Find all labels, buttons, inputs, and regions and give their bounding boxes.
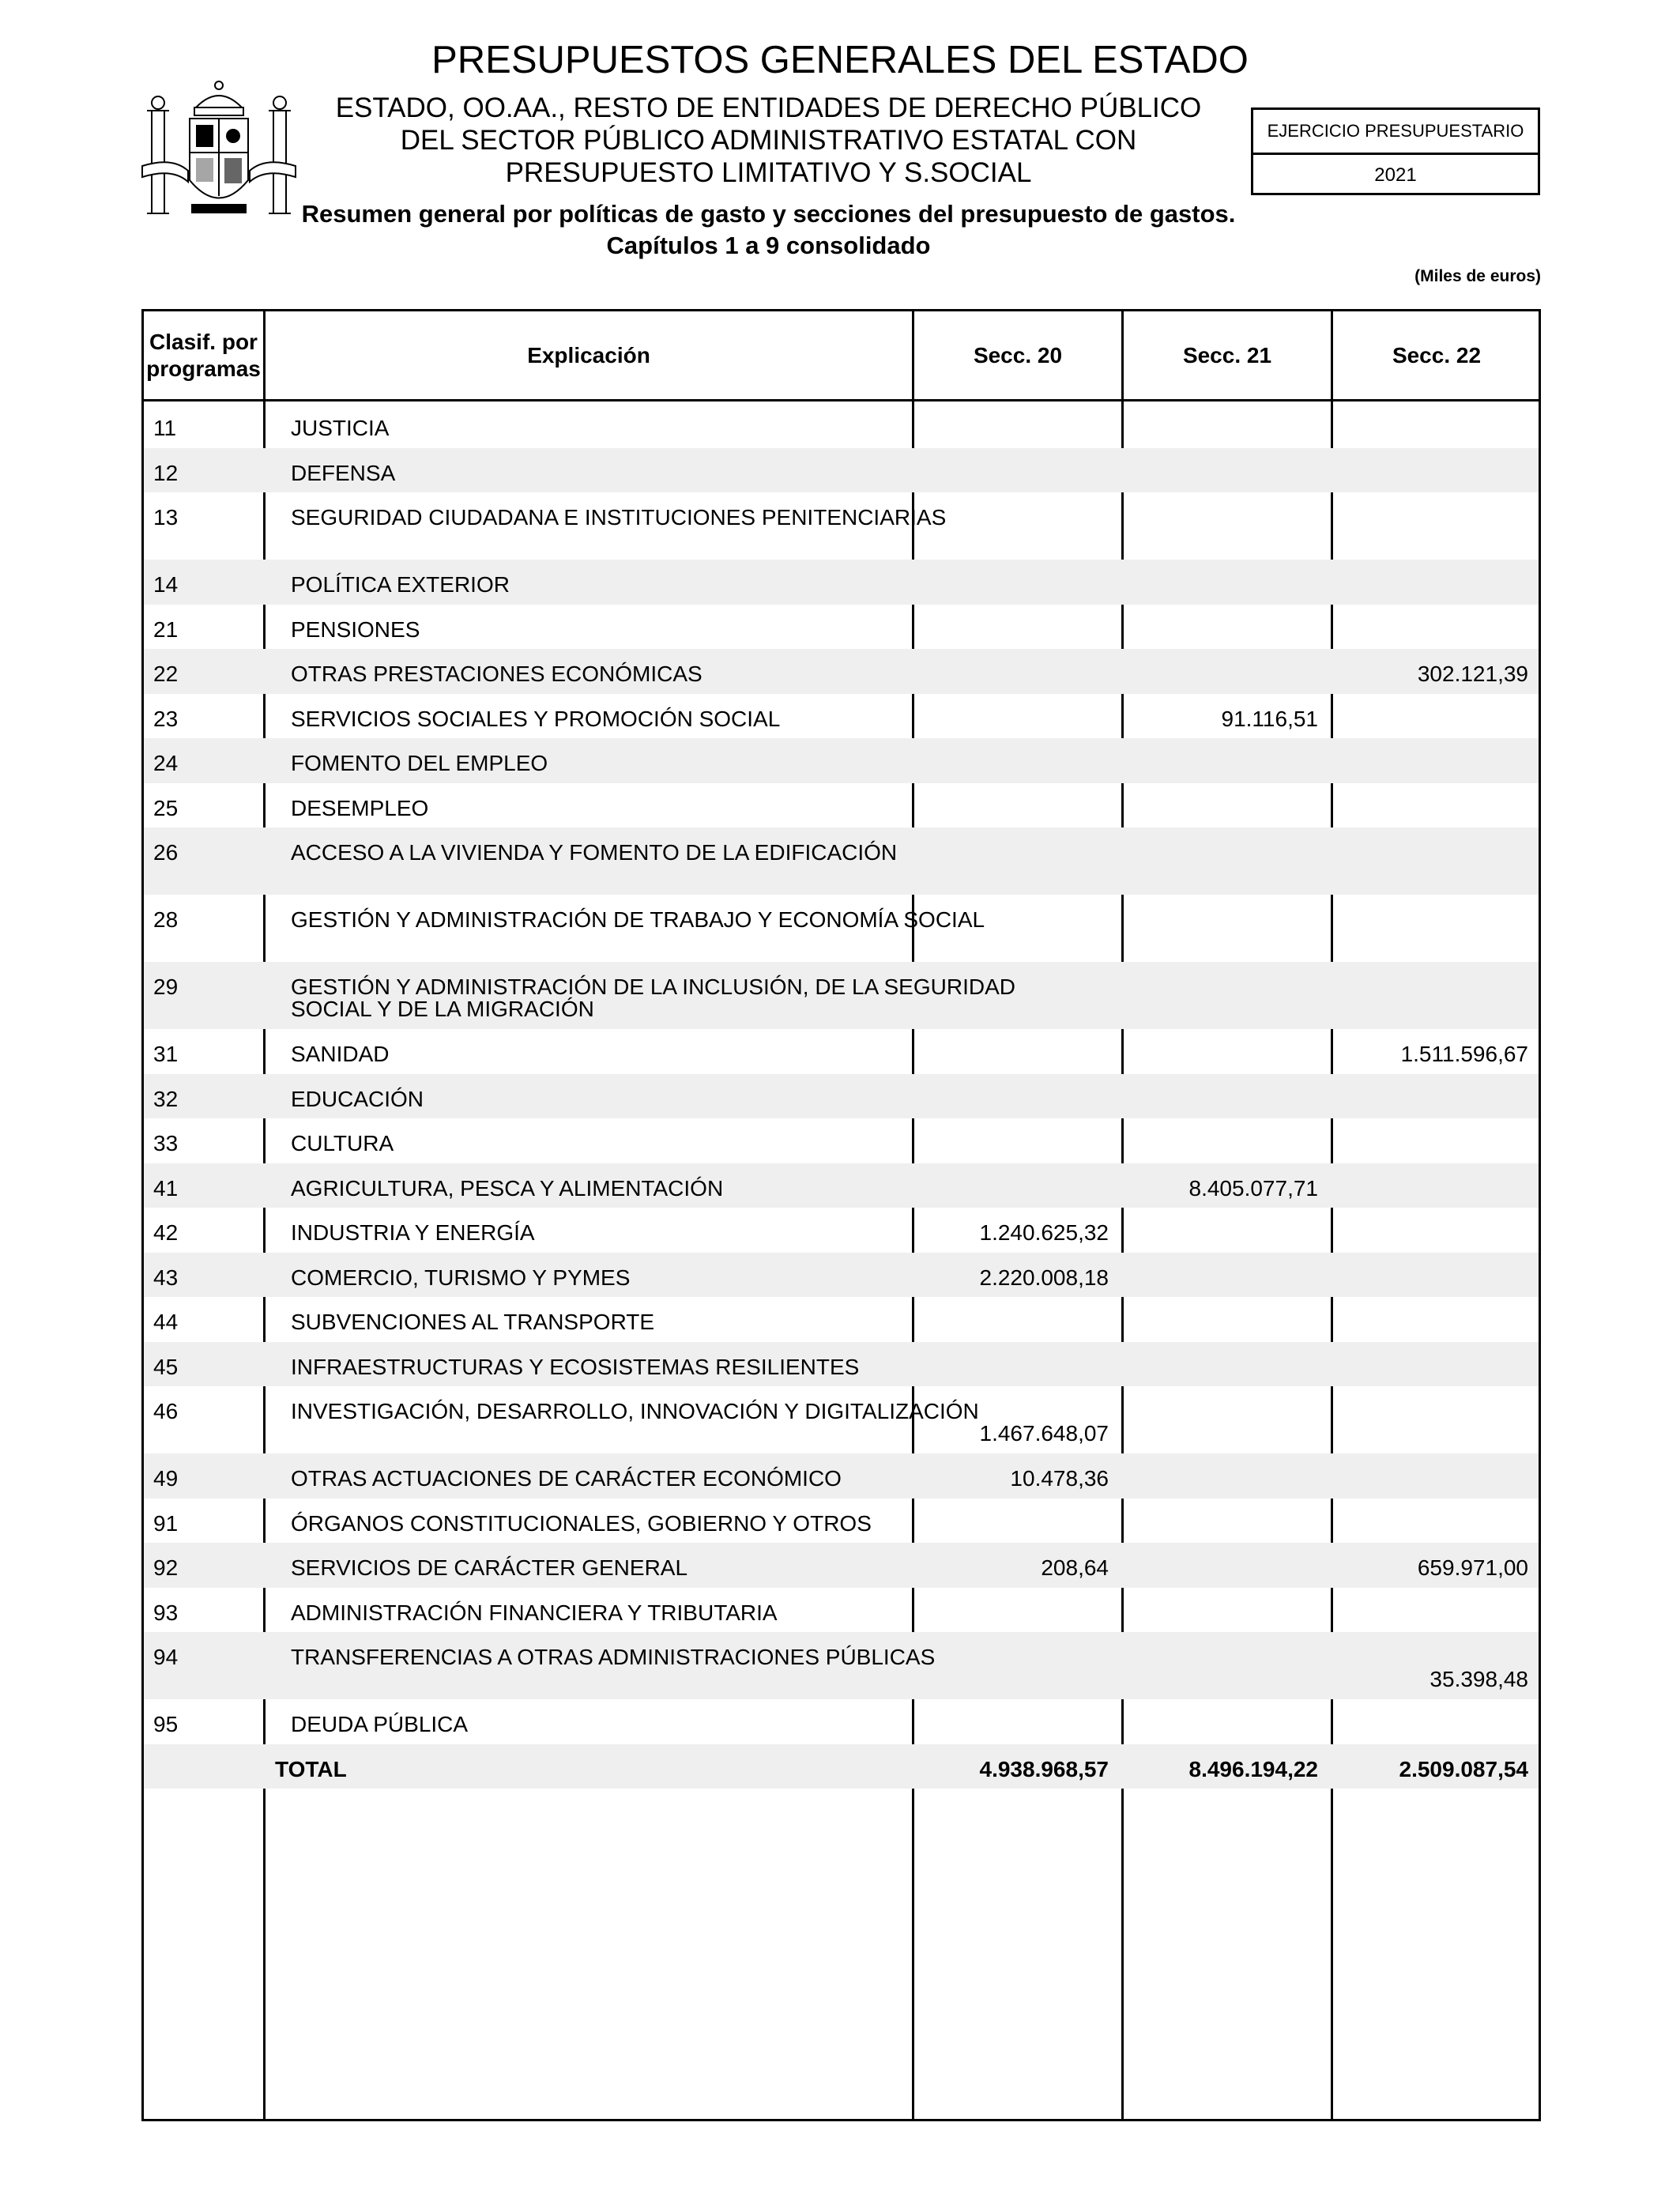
table-row — [144, 1253, 1539, 1298]
row-code: 42 — [153, 1220, 179, 1245]
table-row — [144, 827, 1539, 895]
table-row — [144, 1118, 1539, 1163]
row-explanation: SERVICIOS SOCIALES Y PROMOCIÓN SOCIAL — [291, 706, 781, 731]
total-value-sec22: 2.509.087,54 — [1399, 1756, 1528, 1781]
table-row — [144, 1588, 1539, 1633]
coat-of-arms-icon — [141, 77, 297, 229]
row-value-sec20: 208,64 — [1041, 1555, 1109, 1580]
row-code: 49 — [153, 1466, 179, 1491]
units-note: (Miles de euros) — [1414, 267, 1541, 285]
row-code: 22 — [153, 662, 179, 686]
exercise-year: 2021 — [1374, 164, 1417, 186]
row-explanation: INVESTIGACIÓN, DESARROLLO, INNOVACIÓN Y DIGITALIZACIÓN — [291, 1399, 979, 1423]
table-row — [144, 560, 1539, 605]
header-sec22: Secc. 22 — [1392, 342, 1482, 368]
table-row — [144, 1342, 1539, 1387]
row-explanation: AGRICULTURA, PESCA Y ALIMENTACIÓN — [291, 1175, 724, 1201]
row-explanation: EDUCACIÓN — [291, 1086, 424, 1111]
table-body — [144, 403, 1539, 1789]
row-explanation: DESEMPLEO — [291, 795, 429, 820]
total-value-sec20: 4.938.968,57 — [979, 1756, 1109, 1781]
header-sec20: Secc. 20 — [973, 342, 1063, 368]
table-row — [144, 649, 1539, 694]
row-explanation: DEUDA PÚBLICA — [291, 1712, 469, 1736]
row-value-sec20: 1.467.648,07 — [979, 1421, 1109, 1446]
header-divider — [141, 399, 1541, 401]
table-row — [144, 1208, 1539, 1253]
row-code: 12 — [153, 460, 179, 485]
row-explanation: OTRAS ACTUACIONES DE CARÁCTER ECONÓMICO — [291, 1466, 842, 1491]
row-explanation: GESTIÓN Y ADMINISTRACIÓN DE TRABAJO Y ECONOMÍA SOCIAL — [291, 907, 985, 932]
row-explanation: COMERCIO, TURISMO Y PYMES — [291, 1265, 631, 1290]
summary-heading: Resumen general por políticas de gasto y secciones del presupuesto de gastos. Capítulos 1 a 9 consolidado — [301, 200, 1236, 259]
row-explanation: SANIDAD — [291, 1042, 390, 1066]
row-value-sec22: 1.511.596,67 — [1400, 1042, 1528, 1066]
table-row — [144, 1029, 1539, 1074]
row-explanation: TRANSFERENCIAS A OTRAS ADMINISTRACIONES PÚBLICAS — [291, 1645, 936, 1669]
table-row — [144, 738, 1539, 783]
row-code: 14 — [153, 572, 179, 597]
row-code: 44 — [153, 1310, 179, 1334]
row-explanation: OTRAS PRESTACIONES ECONÓMICAS — [291, 662, 703, 686]
row-explanation: SERVICIOS DE CARÁCTER GENERAL — [291, 1555, 688, 1580]
table-row — [144, 1297, 1539, 1342]
row-code: 21 — [153, 616, 179, 642]
document-subtitle: ESTADO, OO.AA., RESTO DE ENTIDADES DE DERECHO PÚBLICO DEL SECTOR PÚBLICO ADMINISTRATIVO ESTATAL CON PRESUPUESTO LIMITATIVO Y S.SOCIAL — [335, 92, 1202, 188]
table-row — [144, 694, 1539, 739]
row-code: 43 — [153, 1265, 179, 1290]
row-code: 31 — [153, 1042, 179, 1066]
row-value-sec22: 302.121,39 — [1417, 662, 1528, 686]
row-code: 93 — [153, 1600, 179, 1625]
total-label: TOTAL — [275, 1756, 347, 1781]
table-row — [144, 403, 1539, 448]
row-value-sec21: 91.116,51 — [1221, 706, 1318, 731]
row-code: 92 — [153, 1555, 179, 1580]
row-value-sec21: 8.405.077,71 — [1188, 1175, 1318, 1201]
table-row — [144, 1453, 1539, 1498]
table-row — [144, 1632, 1539, 1699]
total-value-sec21: 8.496.194,22 — [1188, 1756, 1318, 1781]
header-sec21: Secc. 21 — [1182, 342, 1272, 368]
row-explanation: FOMENTO DEL EMPLEO — [291, 751, 548, 775]
row-code: 45 — [153, 1354, 179, 1379]
row-value-sec20: 10.478,36 — [1010, 1466, 1109, 1491]
row-code: 32 — [153, 1086, 179, 1111]
row-value-sec22: 659.971,00 — [1417, 1555, 1528, 1580]
table-row — [144, 605, 1539, 650]
row-explanation: JUSTICIA — [291, 416, 390, 440]
table-row — [144, 1074, 1539, 1119]
row-explanation: ÓRGANOS CONSTITUCIONALES, GOBIERNO Y OTROS — [291, 1510, 872, 1536]
row-code: 29 — [153, 974, 179, 999]
exercise-label: EJERCICIO PRESUPUESTARIO — [1253, 110, 1538, 155]
table-row — [144, 895, 1539, 962]
row-value-sec22: 35.398,48 — [1430, 1667, 1528, 1691]
table-row — [144, 1699, 1539, 1744]
row-code: 46 — [153, 1399, 179, 1423]
table-row — [144, 1543, 1539, 1588]
header-code: Clasif. por programas — [146, 329, 261, 381]
row-code: 94 — [153, 1645, 179, 1669]
total-row — [144, 1744, 1539, 1789]
page-title: PRESUPUESTOS GENERALES DEL ESTADO — [431, 39, 1249, 81]
table-row — [144, 1498, 1539, 1544]
header-explanation: Explicación — [527, 342, 650, 368]
table-row — [144, 448, 1539, 493]
table-row — [144, 492, 1539, 560]
row-explanation: SUBVENCIONES AL TRANSPORTE — [291, 1310, 655, 1334]
row-code: 95 — [153, 1712, 179, 1736]
table-row — [144, 962, 1539, 1029]
row-code: 26 — [153, 840, 179, 865]
table-row — [144, 1386, 1539, 1453]
row-explanation: INFRAESTRUCTURAS Y ECOSISTEMAS RESILIENTES — [291, 1354, 860, 1379]
table-row — [144, 783, 1539, 828]
row-value-sec20: 1.240.625,32 — [979, 1220, 1109, 1245]
exercise-box — [1251, 107, 1540, 195]
row-explanation: CULTURA — [291, 1131, 394, 1155]
row-value-sec20: 2.220.008,18 — [979, 1265, 1109, 1290]
row-explanation: PENSIONES — [291, 616, 420, 642]
row-code: 91 — [153, 1510, 179, 1536]
row-explanation: SEGURIDAD CIUDADANA E INSTITUCIONES PENITENCIARIAS — [291, 505, 947, 530]
row-code: 24 — [153, 751, 179, 775]
row-code: 41 — [153, 1175, 179, 1201]
row-explanation: ADMINISTRACIÓN FINANCIERA Y TRIBUTARIA — [291, 1600, 778, 1625]
row-code: 28 — [153, 907, 179, 932]
row-code: 13 — [153, 505, 179, 530]
row-explanation: INDUSTRIA Y ENERGÍA — [291, 1220, 535, 1245]
row-code: 23 — [153, 706, 179, 731]
row-code: 33 — [153, 1131, 179, 1155]
row-explanation: GESTIÓN Y ADMINISTRACIÓN DE LA INCLUSIÓN, DE LA SEGURIDAD SOCIAL Y DE LA MIGRACIÓN — [291, 974, 1015, 1021]
row-explanation: DEFENSA — [291, 460, 396, 485]
row-code: 25 — [153, 795, 179, 820]
row-explanation: ACCESO A LA VIVIENDA Y FOMENTO DE LA EDIFICACIÓN — [291, 840, 898, 865]
row-explanation: POLÍTICA EXTERIOR — [291, 572, 510, 597]
row-code: 11 — [153, 416, 177, 440]
table-row — [144, 1163, 1539, 1208]
